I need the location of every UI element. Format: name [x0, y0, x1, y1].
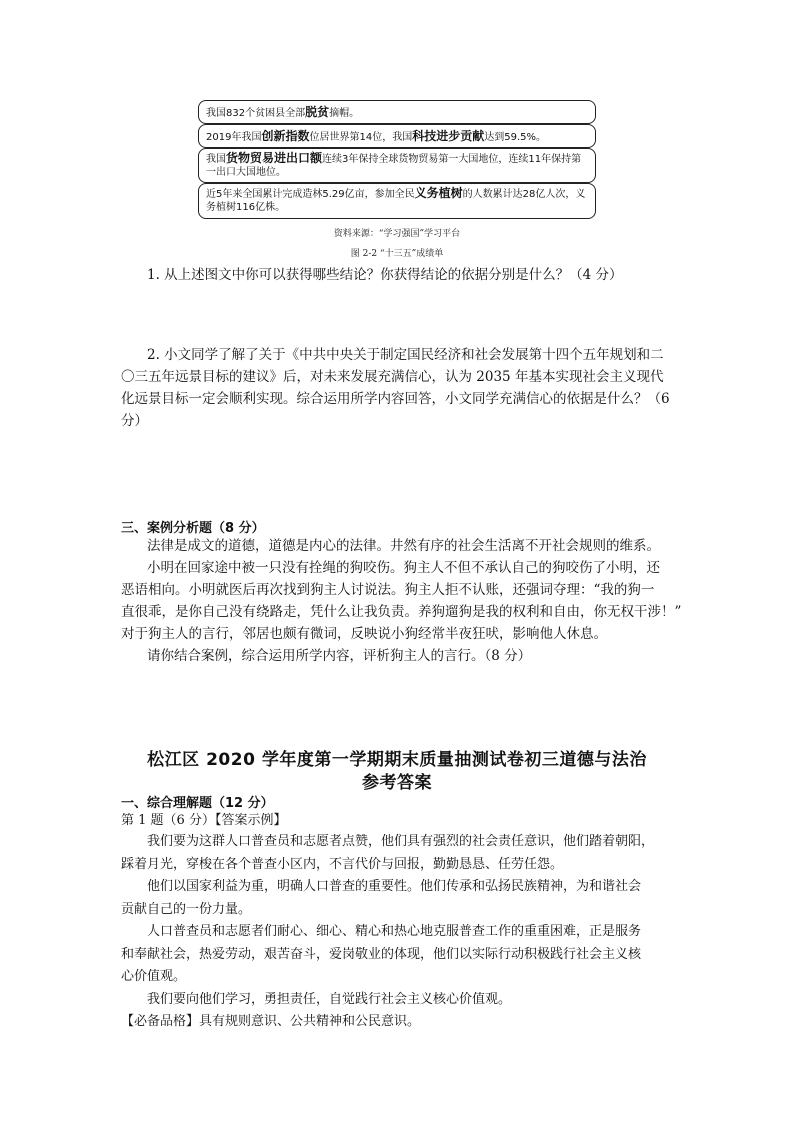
answer-subtitle: 参考答案 [362, 773, 432, 793]
box-keyword: 科技进步贡献 [412, 129, 485, 143]
answer-paragraph: 我们要向他们学习，勇担责任，自觉践行社会主义核心价值观。 [147, 992, 512, 1007]
case-text-line: 直很乖，是你自己没有绕路走，凭什么让我负责。养狗遛狗是我的权利和自由，你无权干涉！” [121, 604, 682, 620]
box-text: 的人数累计达28亿人次，义 [462, 189, 586, 200]
question-2-line: 〇三五年远景目标的建议》后，对未来发展充满信心，认为 2035 年基本实现社会主义现代 [121, 369, 664, 385]
section-heading-case: 三、案例分析题（8 分） [121, 521, 265, 536]
answer-paragraph: 我们要为这群人口普查员和志愿者点赞，他们具有强烈的社会责任意识，他们踏着朝阳， [147, 834, 655, 849]
box-keyword: 义务植树 [414, 186, 463, 200]
figure-source: 资料来源：“学习强国”学习平台 [333, 229, 461, 239]
box-text: 我国 [206, 154, 226, 165]
answer-paragraph: 踩着月光，穿梭在各个普查小区内，不言代价与回报，勤勤恳恳、任劳任怨。 [121, 857, 564, 872]
question-1: 1. 从上述图文中你可以获得哪些结论？你获得结论的依据分别是什么？（4 分） [147, 267, 623, 283]
answer-paragraph: 心价值观。 [121, 969, 187, 984]
case-text-line: 恶语相向。小明就医后再次找到狗主人讨说法。狗主人拒不认账，还强词夺理：“我的狗一 [121, 582, 655, 598]
box-text: 务植树116亿株。 [206, 202, 286, 213]
box-keyword: 货物贸易进出口额 [226, 151, 323, 165]
achievement-box-poverty [198, 100, 596, 124]
answer-title: 松江区 2020 学年度第一学期期末质量抽测试卷初三道德与法治 [147, 750, 647, 770]
box-keyword: 创新指数 [261, 129, 310, 143]
answer-paragraph: 和奉献社会，热爱劳动，艰苦奋斗，爱岗敬业的体现，他们以实际行动积极践行社会主义核 [121, 947, 642, 962]
figure-caption: 图 2-2 “十三五”成绩单 [350, 249, 444, 259]
achievement-box-trade [198, 148, 596, 183]
answer-paragraph: 他们以国家利益为重，明确人口普查的重要性。他们传承和弘扬民族精神，为和谐社会 [147, 879, 642, 894]
answer-paragraph: 人口普查员和志愿者们耐心、细心、精心和热心地克服普查工作的重重困难，正是服务 [147, 924, 642, 939]
achievement-box-innovation [198, 124, 596, 148]
box-text: 摘帽。 [329, 108, 360, 119]
box-text: 连续3年保持全球货物贸易第一大国地位，连续11年保持第 [322, 154, 582, 165]
answer-section-heading: 一、综合理解题（12 分） [121, 796, 274, 811]
answer-essential-qualities: 【必备品格】具有规则意识、公共精神和公民意识。 [121, 1014, 421, 1029]
question-2-line: 2. 小文同学了解了关于《中共中央关于制定国民经济和社会发展第十四个五年规划和二 [147, 347, 664, 363]
box-text: 一出口大国地位。 [206, 167, 286, 178]
box-keyword: 脱贫 [305, 105, 330, 119]
box-text: 位居世界第14位，我国 [309, 132, 413, 143]
case-text-line: 对于狗主人的言行，邻居也颇有微词，反映说小狗经常半夜狂吠，影响他人休息。 [121, 626, 607, 642]
question-2-line: 分） [121, 413, 148, 429]
box-text: 2019年我国 [206, 132, 262, 143]
box-text: 近5年来全国累计完成造林5.29亿亩，参加全民 [206, 189, 415, 200]
case-text-line: 法律是成文的道德，道德是内心的法律。井然有序的社会生活离不开社会规则的维系。 [147, 538, 660, 554]
box-text: 我国832个贫困县全部 [206, 108, 306, 119]
answer-paragraph: 贡献自己的一份力量。 [121, 902, 252, 917]
achievement-box-afforestation [198, 183, 596, 219]
box-text: 达到59.5%。 [484, 132, 546, 143]
case-question: 请你结合案例，综合运用所学内容，评析狗主人的言行。（8 分） [147, 648, 532, 664]
question-2-line: 化远景目标一定会顺利实现。综合运用所学内容回答，小文同学充满信心的依据是什么？（6 [121, 391, 670, 407]
answer-q1-label: 第 1 题（6 分）【答案示例】 [121, 813, 287, 828]
case-text-line: 小明在回家途中被一只没有拴绳的狗咬伤。狗主人不但不承认自己的狗咬伤了小明，还 [147, 560, 660, 576]
